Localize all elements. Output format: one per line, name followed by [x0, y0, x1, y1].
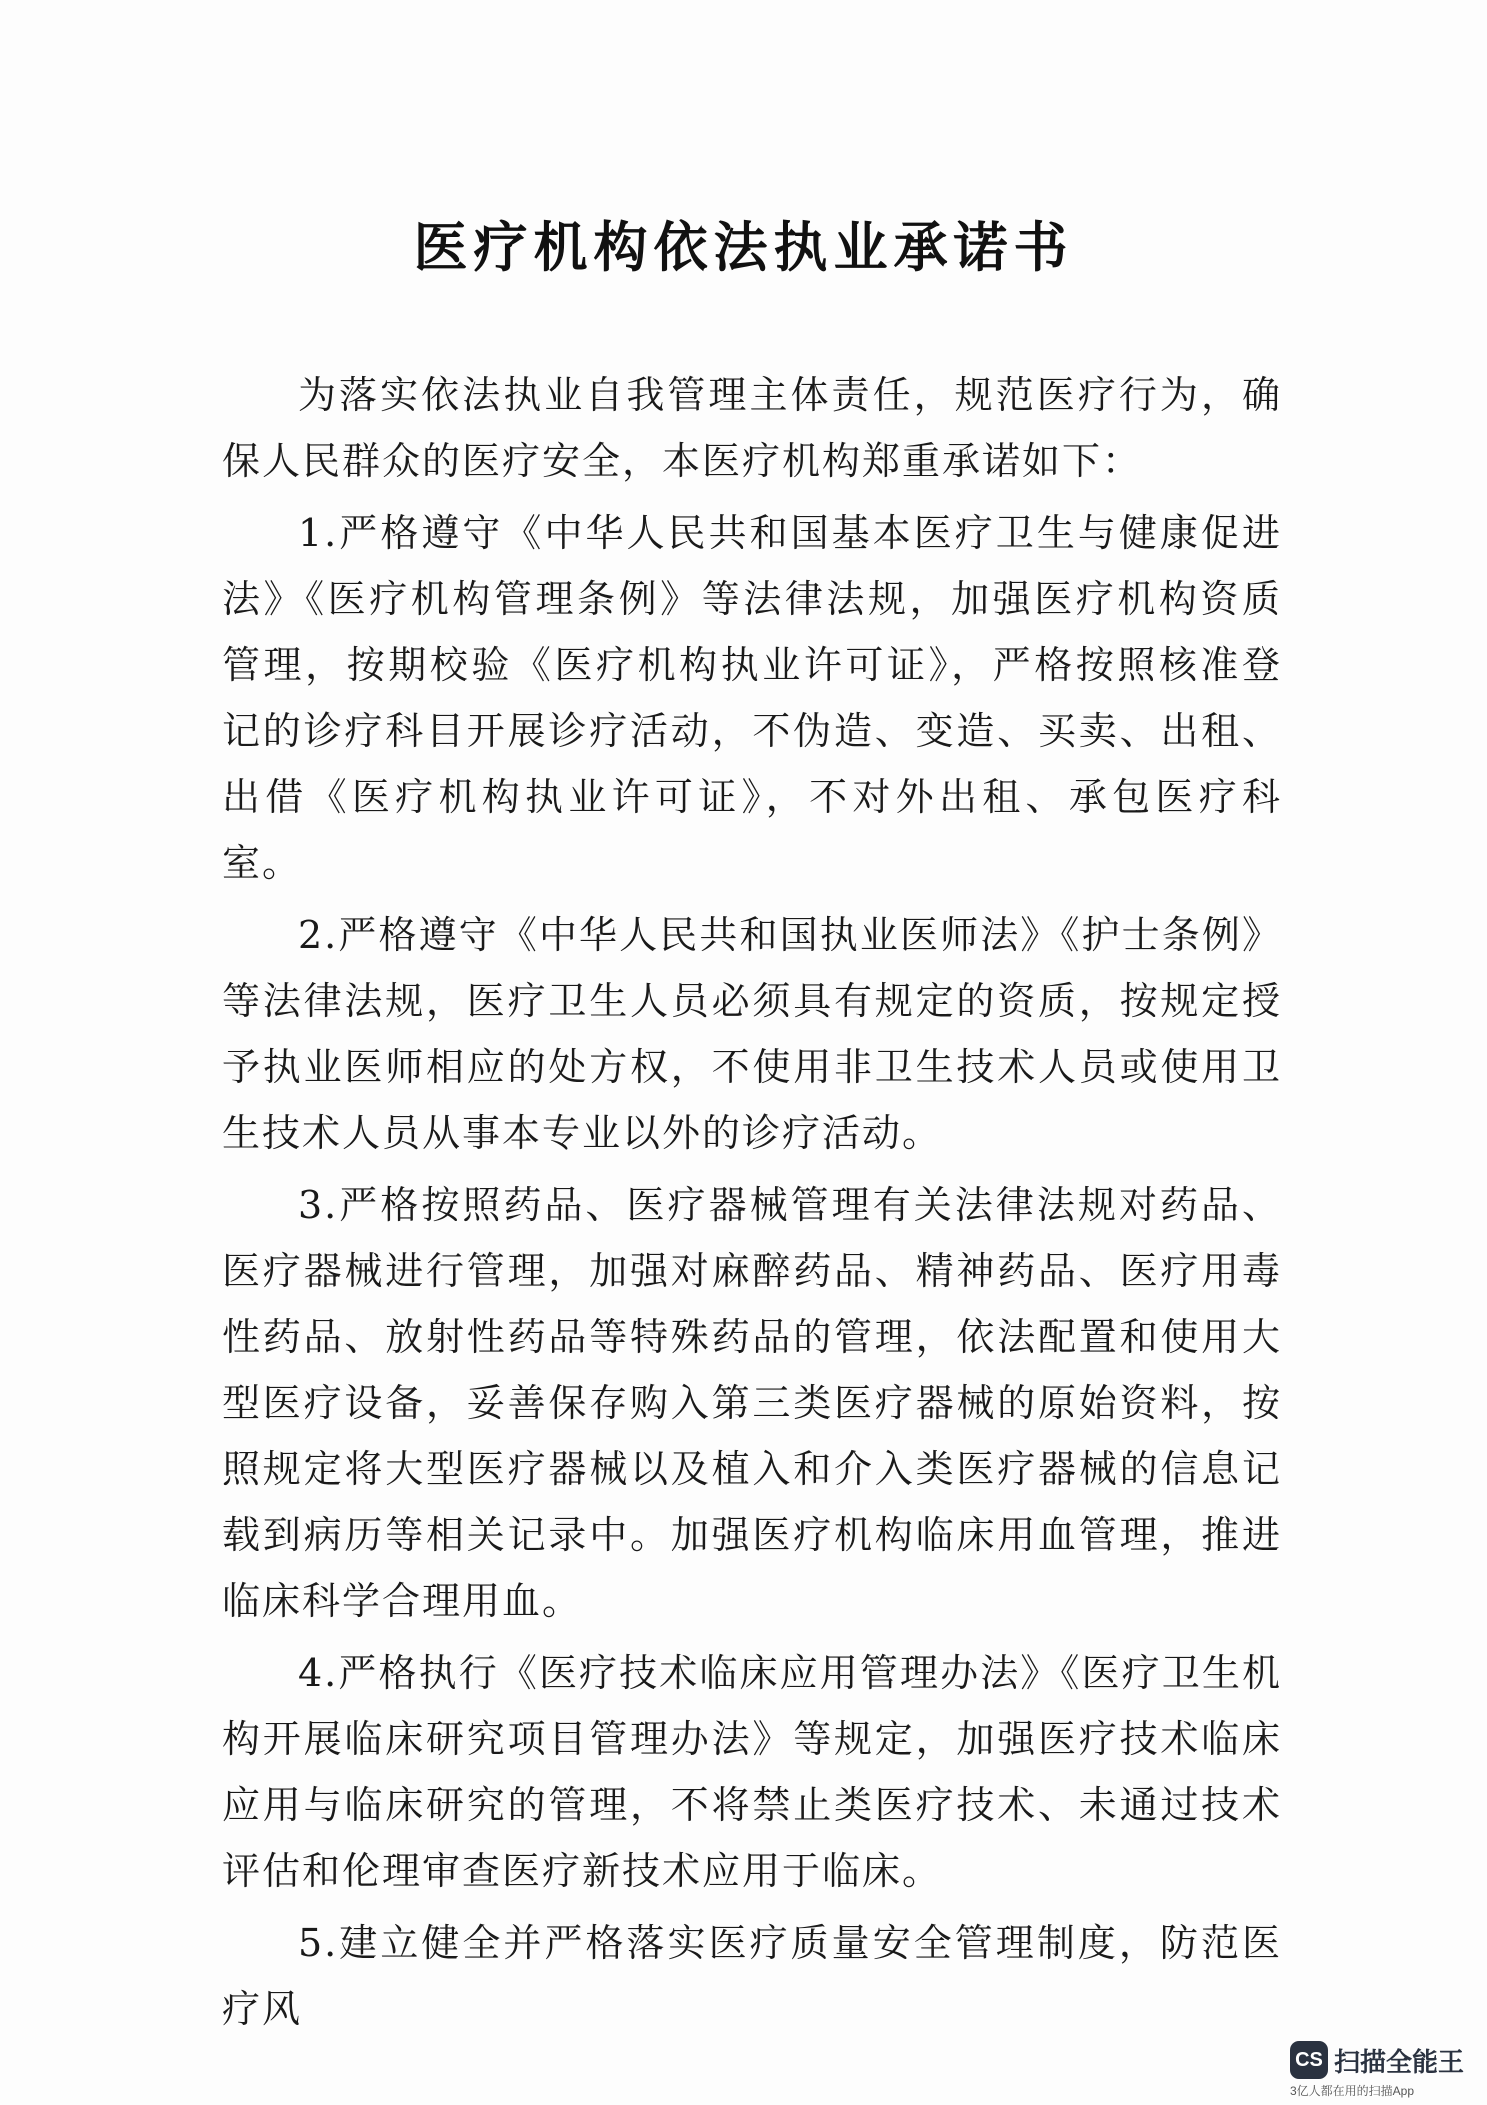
document-title: 医疗机构依法执业承诺书 — [413, 215, 1074, 279]
clause-5-paragraph: 5.建立健全并严格落实医疗质量安全管理制度，防范医疗风 — [222, 1921, 1282, 2031]
clause-2-paragraph: 2.严格遵守《中华人民共和国执业医师法》《护士条例》等法律法规，医疗卫生人员必须具有规定的资质，按规定授予执业医师相应的处方权，不使用非卫生技术人员或使用卫生技术人员从事本专业以外的诊疗活动。 — [222, 913, 1282, 1155]
camscanner-logo-icon: CS — [1290, 2041, 1328, 2079]
scanner-watermark — [1290, 2038, 1470, 2098]
clause-4-paragraph: 4.严格执行《医疗技术临床应用管理办法》《医疗卫生机构开展临床研究项目管理办法》等规定，加强医疗技术临床应用与临床研究的管理，不将禁止类医疗技术、未通过技术评估和伦理审查医疗新技术应用于临床。 — [222, 1651, 1282, 1893]
watermark-app-name: 扫描全能王 — [1334, 2047, 1465, 2077]
watermark-tagline: 3亿人都在用的扫描App — [1290, 2084, 1415, 2098]
clause-1-paragraph: 1.严格遵守《中华人民共和国基本医疗卫生与健康促进法》《医疗机构管理条例》等法律法规，加强医疗机构资质管理，按期校验《医疗机构执业许可证》，严格按照核准登记的诊疗科目开展诊疗活动，不伪造、变造、买卖、出租、出借《医疗机构执业许可证》，不对外出租、承包医疗科室。 — [222, 511, 1282, 885]
clause-3-paragraph: 3.严格按照药品、医疗器械管理有关法律法规对药品、医疗器械进行管理，加强对麻醉药品、精神药品、医疗用毒性药品、放射性药品等特殊药品的管理，依法配置和使用大型医疗设备，妥善保存购入第三类医疗器械的原始资料，按照规定将大型医疗器械以及植入和介入类医疗器械的信息记载到病历等相关记录中。加强医疗机构临床用血管理，推进临床科学合理用血。 — [222, 1183, 1282, 1623]
intro-paragraph: 为落实依法执业自我管理主体责任，规范医疗行为，确保人民群众的医疗安全，本医疗机构郑重承诺如下： — [222, 373, 1282, 483]
document-body — [222, 362, 1282, 2042]
